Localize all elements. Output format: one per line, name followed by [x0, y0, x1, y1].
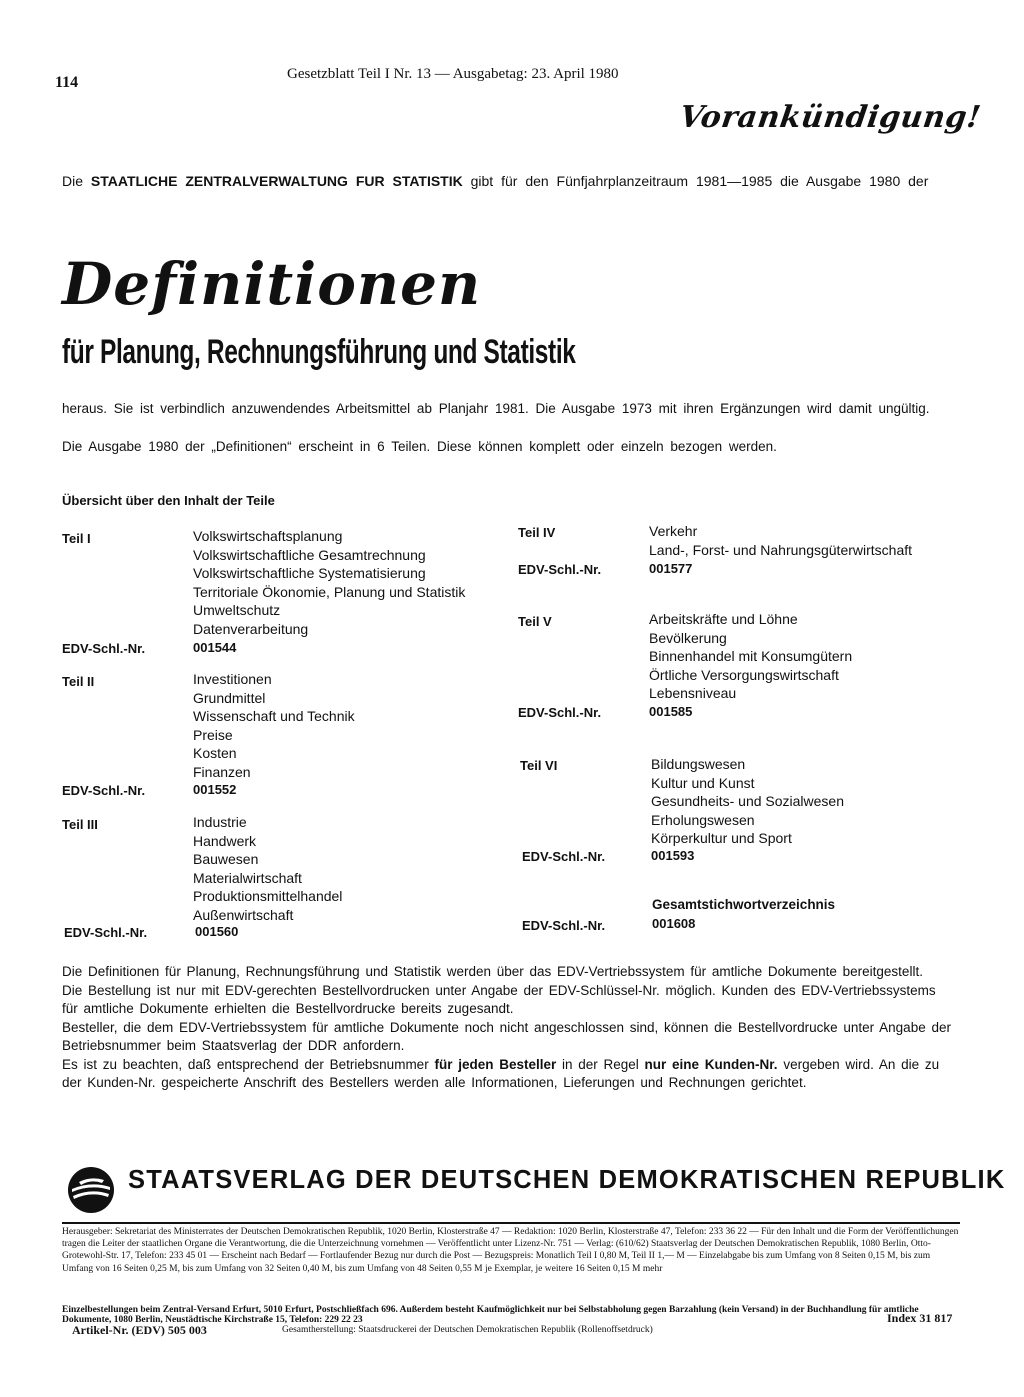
ordering-paragraph [62, 1056, 957, 1093]
part-item: Binnenhandel mit Konsumgütern [649, 648, 853, 664]
publisher-name: STAATSVERLAG DER DEUTSCHEN DEMOKRATISCHEN REPUBLIK [128, 1166, 1006, 1194]
edv-label: EDV-Schl.-Nr. [62, 641, 146, 656]
part-item: Grundmittel [193, 689, 266, 706]
parts-paragraph: Die Ausgabe 1980 der „Definitionen“ erscheint in 6 Teilen. Diese können komplett oder einzeln bezogen werden. [62, 439, 777, 454]
footer-divider [62, 1222, 960, 1224]
edv-label: EDV-Schl.-Nr. [522, 849, 606, 864]
index-number: Index 31 817 [887, 1311, 953, 1325]
part-item: Erholungswesen [651, 811, 755, 828]
part-items [193, 813, 342, 924]
part-label: Teil III [62, 817, 98, 832]
publication-subtitle: für Planung, Rechnungsführung und Statistik [62, 333, 576, 371]
intro-suffix: gibt für den Fünfjahrplanzeitraum 1981—1985 die Ausgabe 1980 der [462, 173, 929, 189]
part-item: Umweltschutz [193, 602, 281, 618]
index-volume-title: Gesamtstichwortverzeichnis [652, 897, 836, 912]
overview-heading: Übersicht über den Inhalt der Teile [62, 493, 275, 508]
part-label: Teil V [518, 614, 552, 629]
edv-number: 001552 [193, 782, 237, 797]
text-run: Es ist zu beachten, daß entsprechend der Betriebsnummer [62, 1056, 435, 1072]
edv-label: EDV-Schl.-Nr. [64, 925, 148, 940]
part-items [651, 755, 844, 848]
edv-number: 001560 [195, 924, 239, 939]
part-item: Kosten [193, 745, 237, 761]
part-label: Teil I [62, 531, 91, 546]
intro-prefix: Die [62, 173, 91, 189]
part-item: Bevölkerung [649, 629, 727, 646]
edv-label: EDV-Schl.-Nr. [62, 783, 146, 798]
ordering-text [62, 963, 957, 1093]
edv-label: EDV-Schl.-Nr. [522, 918, 606, 933]
part-item: Kultur und Kunst [651, 774, 755, 791]
part-item: Finanzen [193, 763, 251, 780]
edv-number: 001585 [649, 704, 693, 719]
publication-title: Definitionen [62, 250, 482, 318]
part-item: Volkswirtschaftsplanung [193, 528, 343, 544]
edv-label: EDV-Schl.-Nr. [518, 705, 602, 720]
part-item: Industrie [193, 814, 247, 830]
part-items [193, 527, 465, 638]
part-item: Materialwirtschaft [193, 869, 302, 886]
part-item: Arbeitskräfte und Löhne [649, 611, 798, 627]
part-item: Volkswirtschaftliche Systematisierung [193, 565, 426, 581]
article-number: Artikel-Nr. (EDV) 505 003 [72, 1323, 207, 1337]
part-items [649, 610, 852, 703]
printer-info: Gesamtherstellung: Staatsdruckerei der Deutschen Demokratischen Republik (Rollenoffsetdruck) [282, 1325, 653, 1335]
order-info: Einzelbestellungen beim Zentral-Versand Erfurt, 5010 Erfurt, Postschließfach 696. Außerdem besteht Kaufmöglichkeit nur bei Selbstabholung gegen Barzahlung (kein Versand) in der Buchhandlung für amtliche Dokumente, 1080 Berlin, Neustädtische Kirchstraße 15, Telefon: 229 22 23 [62, 1305, 919, 1325]
edv-number: 001544 [193, 640, 237, 655]
part-item: Körperkultur und Sport [651, 830, 792, 846]
part-item: Bildungswesen [651, 756, 746, 772]
part-item: Handwerk [193, 832, 257, 849]
announcement-title: Vorankündigung! [677, 100, 984, 135]
impressum: Herausgeber: Sekretariat des Ministerrates der Deutschen Demokratischen Republik, 1020 Berlin, Klosterstraße 47 — Redaktion: 1020 Berlin, Klosterstraße 47, Telefon: 233 36 22 — Für den Inhalt und die Form der Veröffentlichungen tragen die Leiter der staatlichen Organe die Verantwortung, die die Unterzeichnung vornehmen — Veröffentlicht unter Lizenz-Nr. 751 — Verlag: (610/62) Staatsverlag der Deutschen Demokratischen Republik, 1080 Berlin, Otto-Grotewohl-Str. 17, Telefon: 233 45 01 — Erscheint nach Bedarf — Fortlaufender Bezug nur durch die Post — Bezugspreis: Monatlich Teil I 0,80 M, Teil II 1,— M — Einzelabgabe bis zum Umfang von 8 Seiten 0,15 M, bis zum Umfang von 16 Seiten 0,25 M, bis zum Umfang von 32 Seiten 0,40 M, bis zum Umfang von 48 Seiten 0,55 M je Exemplar, je weitere 16 Seiten 0,15 M mehr [62, 1227, 959, 1274]
page-number: 114 [55, 74, 79, 91]
part-item: Außenwirtschaft [193, 906, 294, 923]
part-item: Produktionsmittelhandel [193, 888, 343, 904]
part-item: Bauwesen [193, 851, 259, 867]
ordering-paragraph: Besteller, die dem EDV-Vertriebssystem für amtliche Dokumente noch nicht angeschlossen sind, können die Bestellvordrucke unter Angabe der Betriebsnummer beim Staatsverlag der DDR anfordern. [62, 1019, 951, 1053]
part-item: Land-, Forst- und Nahrungsgüterwirtschaft [649, 541, 913, 558]
agency-name: STAATLICHE ZENTRALVERWALTUNG FUR STATISTIK [90, 173, 463, 189]
part-item: Wissenschaft und Technik [193, 708, 355, 724]
intro-paragraph [62, 172, 952, 191]
text-run: vergeben wird. An die zu der Kunden-Nr. gespeicherte Anschrift des Bestellers werden alle Informationen, Lieferungen und Rechnungen gerichtet. [62, 1056, 940, 1090]
edv-label: EDV-Schl.-Nr. [518, 562, 602, 577]
gazette-header: Gesetzblatt Teil I Nr. 13 — Ausgabetag: 23. April 1980 [287, 66, 619, 82]
part-items [649, 522, 912, 559]
ordering-paragraph: Die Bestellung ist nur mit EDV-gerechten Bestellvordrucken unter Angabe der EDV-Schlüssel-Nr. möglich. Kunden des EDV-Vertriebssystems für amtliche Dokumente erhielten die Bestellvordrucke bereits zugesandt. [62, 982, 936, 1016]
part-item: Preise [193, 726, 233, 743]
edv-number: 001608 [652, 916, 696, 931]
part-item: Investitionen [193, 671, 272, 687]
part-item: Datenverarbeitung [193, 620, 309, 637]
part-item: Gesundheits- und Sozialwesen [651, 793, 845, 809]
part-item: Verkehr [649, 523, 698, 539]
edv-number: 001577 [649, 561, 693, 576]
part-item: Örtliche Versorgungswirtschaft [649, 666, 839, 683]
part-item: Territoriale Ökonomie, Planung und Statistik [193, 583, 466, 600]
part-item: Volkswirtschaftliche Gesamtrechnung [193, 546, 426, 563]
ordering-paragraph: Die Definitionen für Planung, Rechnungsführung und Statistik werden über das EDV-Vertriebssystem für amtliche Dokumente bereitgestellt. [62, 964, 923, 979]
emphasis: nur eine Kunden-Nr. [644, 1056, 778, 1072]
edv-number: 001593 [651, 848, 695, 863]
part-items [193, 670, 355, 781]
part-item: Lebensniveau [649, 685, 737, 701]
publisher-logo-icon [66, 1165, 116, 1215]
part-label: Teil VI [520, 758, 558, 773]
part-label: Teil IV [518, 525, 556, 540]
part-label: Teil II [62, 674, 95, 689]
emphasis: für jeden Besteller [434, 1056, 557, 1072]
text-run: in der Regel [556, 1056, 645, 1072]
validity-paragraph: heraus. Sie ist verbindlich anzuwendendes Arbeitsmittel ab Planjahr 1981. Die Ausgabe 1973 mit ihren Ergänzungen wird damit ungültig. [62, 401, 930, 416]
